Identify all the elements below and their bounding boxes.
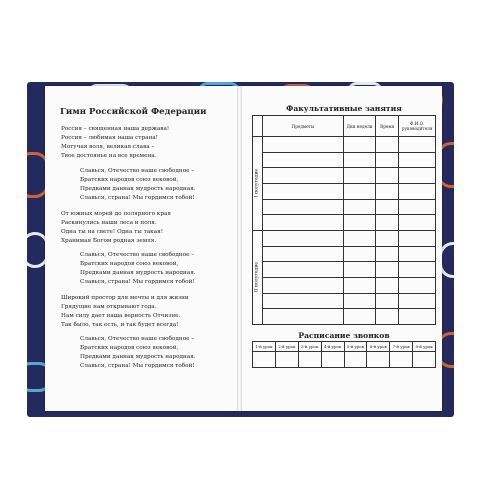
table-cell[interactable]	[343, 183, 375, 199]
table-cell[interactable]	[262, 277, 343, 293]
lesson-header: 2-й урок	[275, 342, 298, 352]
anthem-line: Россия – священная наша держава!	[61, 126, 170, 132]
table-cell[interactable]	[343, 230, 375, 246]
anthem-line: Могучая воля, великая слава –	[61, 144, 155, 151]
anthem-verse-1	[61, 125, 169, 161]
table-cell[interactable]	[376, 293, 399, 309]
anthem-line: Нам силу дает наша верность Отчизне.	[61, 313, 181, 320]
table-cell[interactable]	[399, 262, 436, 278]
header-subjects: Предметы	[262, 116, 343, 137]
table-cell[interactable]	[262, 246, 343, 262]
table-cell[interactable]	[343, 277, 375, 293]
anthem-chorus	[80, 251, 196, 287]
header-corner	[253, 116, 263, 137]
table-cell[interactable]	[376, 152, 399, 168]
lesson-header: 6-й урок	[367, 342, 390, 352]
table-cell[interactable]	[262, 183, 343, 199]
lesson-header: 3-й урок	[298, 342, 321, 352]
table-cell[interactable]	[262, 262, 343, 278]
table-row	[253, 277, 436, 293]
bell-time-cell[interactable]	[275, 352, 298, 368]
anthem-chorus	[80, 167, 196, 203]
table-cell[interactable]	[399, 215, 436, 231]
table-cell[interactable]	[376, 309, 399, 325]
lesson-header: 7-й урок	[390, 342, 413, 352]
table-cell[interactable]	[262, 215, 343, 231]
table-cell[interactable]	[262, 293, 343, 309]
semester-1-label: I полугодие	[254, 169, 260, 198]
bells-table	[252, 341, 436, 368]
table-cell[interactable]	[376, 137, 399, 153]
table-cell[interactable]	[399, 277, 436, 293]
table-cell[interactable]	[376, 262, 399, 278]
table-cell[interactable]	[376, 215, 399, 231]
bell-time-cell[interactable]	[321, 352, 344, 368]
anthem-line: Раскинулись наши леса и поля.	[61, 220, 157, 227]
bell-time-cell[interactable]	[344, 352, 367, 368]
table-row	[253, 199, 436, 215]
anthem-line: Славься, страна! Мы гордимся тобой!	[80, 279, 195, 286]
anthem-line: Славься, Отечество наше свободное –	[80, 336, 195, 342]
bells-title: Расписание звонков	[298, 331, 390, 340]
lesson-header: 1-й урок	[253, 342, 276, 352]
table-cell[interactable]	[343, 215, 375, 231]
lesson-header: 4-й урок	[321, 342, 344, 352]
header-time: Время	[376, 116, 399, 137]
table-row	[253, 230, 436, 246]
semester-2-cell	[253, 230, 263, 324]
table-cell[interactable]	[343, 309, 375, 325]
table-row	[253, 293, 436, 309]
table-cell[interactable]	[399, 168, 436, 184]
anthem-chorus	[80, 335, 196, 371]
anthem-line: Славься, страна! Мы гордимся тобой!	[80, 195, 195, 202]
table-cell[interactable]	[262, 137, 343, 153]
header-teacher: Ф.И.О. руководителя	[399, 116, 436, 137]
electives-title: Факультативные занятия	[286, 104, 402, 113]
semester-2-label: II полугодие	[254, 262, 260, 293]
bell-time-cell[interactable]	[390, 352, 413, 368]
table-row	[253, 215, 436, 231]
anthem-line: Славься, страна! Мы гордимся тобой!	[80, 363, 195, 370]
bell-time-cell[interactable]	[253, 352, 276, 368]
bell-time-cell[interactable]	[367, 352, 390, 368]
anthem-verse-2	[61, 210, 171, 246]
bell-time-cell[interactable]	[413, 352, 436, 368]
table-row	[253, 137, 436, 153]
bells-time-row	[253, 352, 436, 368]
table-cell[interactable]	[262, 309, 343, 325]
notebook-spine	[237, 86, 242, 411]
anthem-line: Славься, Отечество наше свободное –	[80, 252, 195, 258]
anthem-line: Широкий простор для мечты и для жизни	[61, 295, 189, 301]
anthem-line: Братских народов союз вековой,	[80, 177, 179, 184]
table-cell[interactable]	[376, 246, 399, 262]
anthem-line: Братских народов союз вековой,	[80, 261, 179, 268]
anthem-line: Россия – любимая наша страна!	[61, 135, 158, 142]
header-weekday: Дни недели	[343, 116, 375, 137]
table-cell[interactable]	[343, 293, 375, 309]
table-cell[interactable]	[399, 137, 436, 153]
table-cell[interactable]	[376, 183, 399, 199]
table-row	[253, 309, 436, 325]
table-cell[interactable]	[262, 168, 343, 184]
anthem-line: Хранимая Богом родная земля.	[61, 238, 157, 245]
semester-1-cell	[253, 137, 263, 231]
table-cell[interactable]	[343, 152, 375, 168]
anthem-line: Славься, Отечество наше свободное –	[80, 168, 195, 174]
table-cell[interactable]	[343, 168, 375, 184]
bell-time-cell[interactable]	[298, 352, 321, 368]
table-cell[interactable]	[343, 137, 375, 153]
table-row	[253, 246, 436, 262]
anthem-line: Предками данная мудрость народная.	[80, 270, 196, 277]
table-cell[interactable]	[376, 199, 399, 215]
anthem-line: Грядущие нам открывают года.	[61, 304, 157, 311]
lesson-header: 5-й урок	[344, 342, 367, 352]
table-cell[interactable]	[262, 199, 343, 215]
anthem-line: Предками данная мудрость народная.	[80, 354, 196, 361]
table-cell[interactable]	[376, 277, 399, 293]
anthem-line: Так было, так есть, и так будет всегда!	[61, 322, 179, 329]
table-row	[253, 152, 436, 168]
anthem-line: Предками данная мудрость народная.	[80, 186, 196, 193]
table-cell[interactable]	[343, 246, 375, 262]
table-cell[interactable]	[399, 246, 436, 262]
table-cell[interactable]	[262, 230, 343, 246]
anthem-line: Одна ты на свете! Одна ты такая!	[61, 229, 163, 236]
anthem-line: Братских народов союз вековой,	[80, 345, 179, 352]
table-cell[interactable]	[399, 309, 436, 325]
anthem-title: Гимн Российской Федерации	[60, 107, 207, 117]
table-cell[interactable]	[376, 230, 399, 246]
table-row	[253, 183, 436, 199]
table-cell[interactable]	[399, 152, 436, 168]
anthem-line: От южных морей до полярного края	[61, 211, 171, 217]
table-cell[interactable]	[376, 168, 399, 184]
table-cell[interactable]	[343, 262, 375, 278]
anthem-verse-3	[61, 294, 189, 330]
lesson-header: 8-й урок	[413, 342, 436, 352]
table-cell[interactable]	[343, 199, 375, 215]
table-cell[interactable]	[399, 230, 436, 246]
bells-header-row	[253, 342, 436, 352]
table-cell[interactable]	[399, 293, 436, 309]
table-row	[253, 168, 436, 184]
table-cell[interactable]	[399, 199, 436, 215]
table-cell[interactable]	[262, 152, 343, 168]
table-row	[253, 262, 436, 278]
electives-table	[252, 115, 436, 325]
anthem-line: Твое достоянье на все времена.	[61, 153, 157, 160]
table-cell[interactable]	[399, 183, 436, 199]
